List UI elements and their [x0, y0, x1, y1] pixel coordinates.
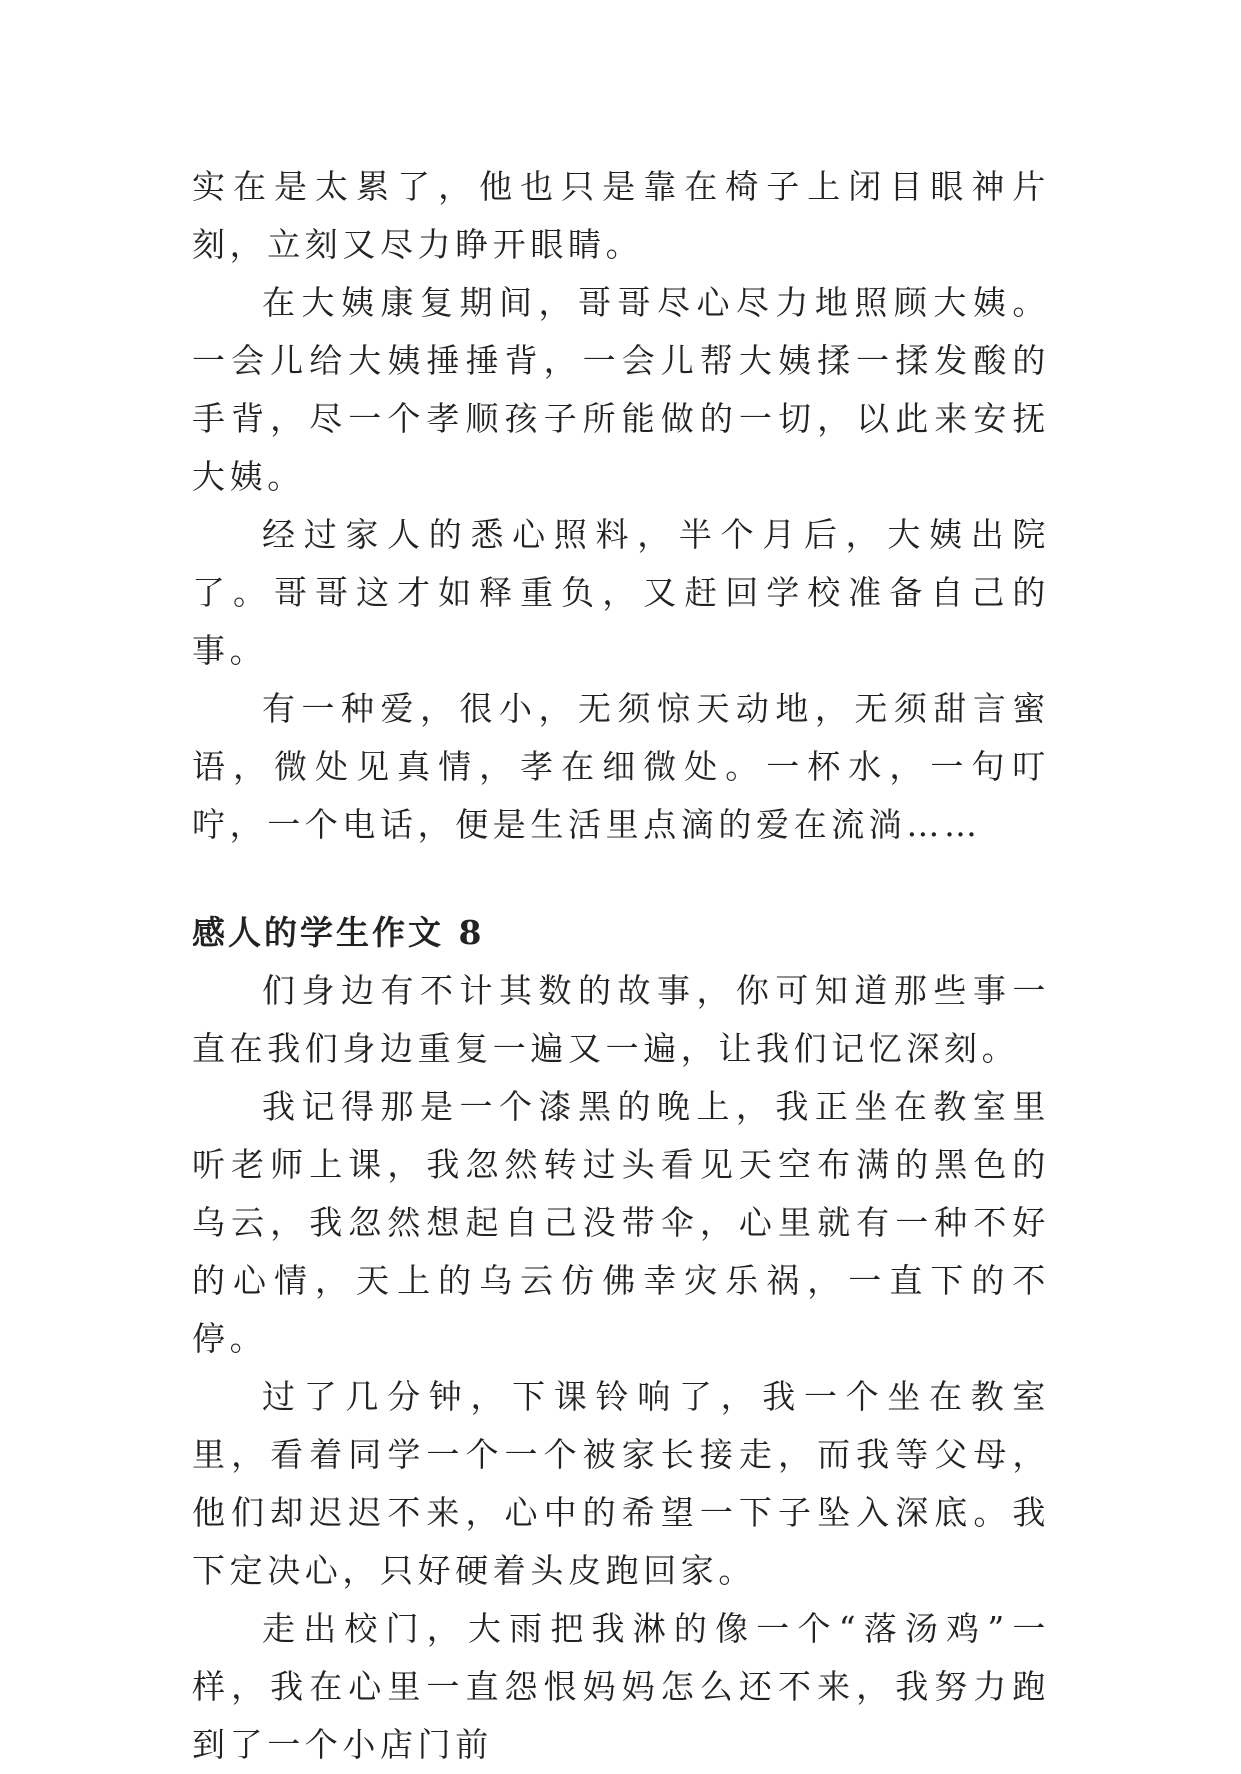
paragraph: 经过家人的悉心照料，半个月后，大姨出院了。哥哥这才如释重负，又赶回学校准备自己的事。 [192, 515, 1050, 670]
paragraph: 走出校门，大雨把我淋的像一个“落汤鸡”一样，我在心里一直怨恨妈妈怎么还不来，我努力跑到了一个小店门前 [192, 1609, 1050, 1764]
paragraph: 过了几分钟，下课铃响了，我一个坐在教室里，看着同学一个一个被家长接走，而我等父母，他们却迟迟不来，心中的希望一下子坠入深底。我下定决心，只好硬着头皮跑回家。 [192, 1377, 1050, 1590]
document-page [192, 158, 1050, 1774]
paragraph: 我记得那是一个漆黑的晚上，我正坐在教室里听老师上课，我忽然转过头看见天空布满的黑色的乌云，我忽然想起自己没带伞，心里就有一种不好的心情，天上的乌云仿佛幸灾乐祸，一直下的不停。 [192, 1087, 1050, 1358]
paragraph-continuation: 实在是太累了，他也只是靠在椅子上闭目眼神片刻，立刻又尽力睁开眼睛。 [192, 167, 1050, 264]
paragraph: 们身边有不计其数的故事，你可知道那些事一直在我们身边重复一遍又一遍，让我们记忆深刻。 [192, 971, 1050, 1068]
paragraph: 在大姨康复期间，哥哥尽心尽力地照顾大姨。一会儿给大姨捶捶背，一会儿帮大姨揉一揉发酸的手背，尽一个孝顺孩子所能做的一切，以此来安抚大姨。 [192, 283, 1050, 496]
paragraph: 有一种爱，很小，无须惊天动地，无须甜言蜜语，微处见真情，孝在细微处。一杯水，一句叮咛，一个电话，便是生活里点滴的爱在流淌…… [192, 689, 1050, 844]
section-title: 感人的学生作文 8 [192, 913, 485, 952]
